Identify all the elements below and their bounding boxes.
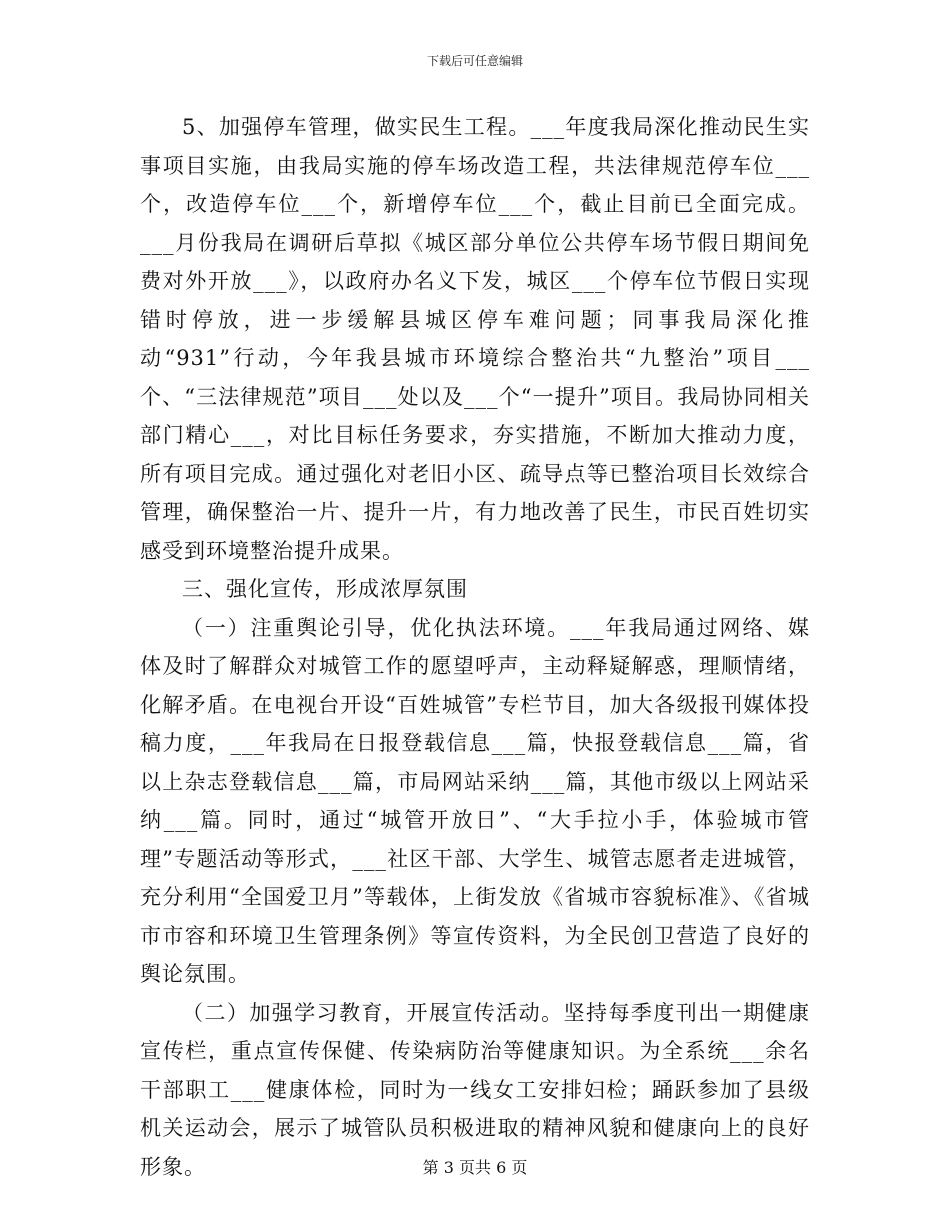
paragraph-public-opinion: （一）注重舆论引导，优化执法环境。___年我局通过网络、媒体及时了解群众对城管工作的愿望呼声，主动释疑解惑，理顺情绪，化解矛盾。在电视台开设“百姓城管”专栏节目，加大各级报刊媒体投稿力度，___年我局在日报登载信息___篇，快报登载信息___篇，省以上杂志登载信息___篇，市局网站采纳___篇，其他市级以上网站采纳___篇。同时，通过“城管开放日”、“大手拉小手，体验城市管理”专题活动等形式，___社区干部、大学生、城管志愿者走进城管，充分利用“全国爱卫月”等载体，上街发放《省城市容貌标准》、《省城市市容和环境卫生管理条例》等宣传资料，为全民创卫营造了良好的舆论氛围。 bbox=[140, 615, 810, 986]
page-footer: 第 3 页共 6 页 bbox=[422, 1158, 528, 1177]
page-header: 下载后可任意编辑 bbox=[426, 54, 523, 68]
paragraph-education-activities: （二）加强学习教育，开展宣传活动。坚持每季度刊出一期健康宣传栏，重点宣传保健、传染病防治等健康知识。为全系统___余名干部职工___健康体检，同时为一线女工安排妇检；踊跃参加了县级机关运动会，展示了城管队员积极进取的精神风貌和健康向上的良好形象。 bbox=[140, 1000, 810, 1179]
paragraph-parking-management: 5、加强停车管理，做实民生工程。___年度我局深化推动民生实事项目实施，由我局实施的停车场改造工程，共法律规范停车位___个，改造停车位___个，新增停车位___个，截止目前已全面完成。___月份我局在调研后草拟《城区部分单位公共停车场节假日期间免费对外开放___》，以政府办名义下发，城区___个停车位节假日实现错时停放，进一步缓解县城区停车难问题；同事我局深化推动“931”行动，今年我县城市环境综合整治共“九整治”项目___个、“三法律规范”项目___处以及___个“一提升”项目。我局协同相关部门精心___，对比目标任务要求，夯实措施，不断加大推动力度，所有项目完成。通过强化对老旧小区、疏导点等已整治项目长效综合管理，确保整治一片、提升一片，有力地改善了民生，市民百姓切实感受到环境整治提升成果。 bbox=[140, 115, 810, 563]
section-heading-publicity: 三、强化宣传，形成浓厚氛围 bbox=[182, 577, 468, 601]
document-body bbox=[140, 108, 810, 1186]
